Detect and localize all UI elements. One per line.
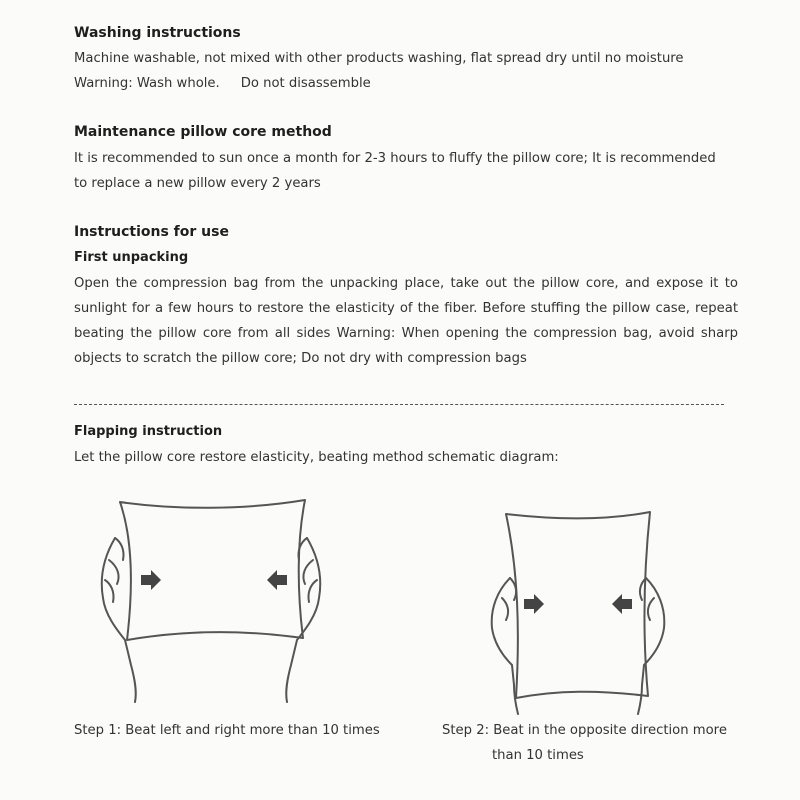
maintenance-line-2: to replace a new pillow every 2 years <box>74 176 321 191</box>
diagram-step-2 <box>478 500 688 720</box>
dashed-divider <box>74 404 724 405</box>
flapping-intro: Let the pillow core restore elasticity, beating method schematic diagram: <box>74 450 559 465</box>
maintenance-line-1: It is recommended to sun once a month for 2-3 hours to fluffy the pillow core; It is recommended <box>74 151 716 166</box>
arrow-icon <box>524 594 544 614</box>
washing-title: Washing instructions <box>74 25 241 41</box>
arrow-icon <box>267 570 287 590</box>
usage-title: Instructions for use <box>74 224 229 240</box>
washing-line-2: Warning: Wash whole. Do not disassemble <box>74 76 371 91</box>
diagram-step-1 <box>85 480 325 700</box>
usage-subtitle: First unpacking <box>74 250 189 265</box>
arrow-icon <box>141 570 161 590</box>
arrow-icon <box>612 594 632 614</box>
hand-icon <box>638 578 664 714</box>
usage-paragraph: Open the compression bag from the unpacking place, take out the pillow core, and expose it to sunlight for a few hours to restore the elasticity of the fiber. Before stuffing the pillow case, repeat beating the pillow core from all sides Warning: When opening the compression bag, avoid sharp objects to scratch the pillow core; Do not dry with compression bags <box>74 276 738 366</box>
pillow-icon <box>120 500 305 640</box>
maintenance-title: Maintenance pillow core method <box>74 124 332 140</box>
step-2-caption-line-1: Step 2: Beat in the opposite direction more <box>442 723 727 738</box>
hand-icon <box>492 578 518 714</box>
washing-line-1: Machine washable, not mixed with other products washing, flat spread dry until no moisture <box>74 51 684 66</box>
step-1-caption: Step 1: Beat left and right more than 10 times <box>74 723 380 738</box>
hand-icon <box>286 538 320 702</box>
step-2-caption-line-2: than 10 times <box>492 748 584 763</box>
flapping-title: Flapping instruction <box>74 424 223 439</box>
